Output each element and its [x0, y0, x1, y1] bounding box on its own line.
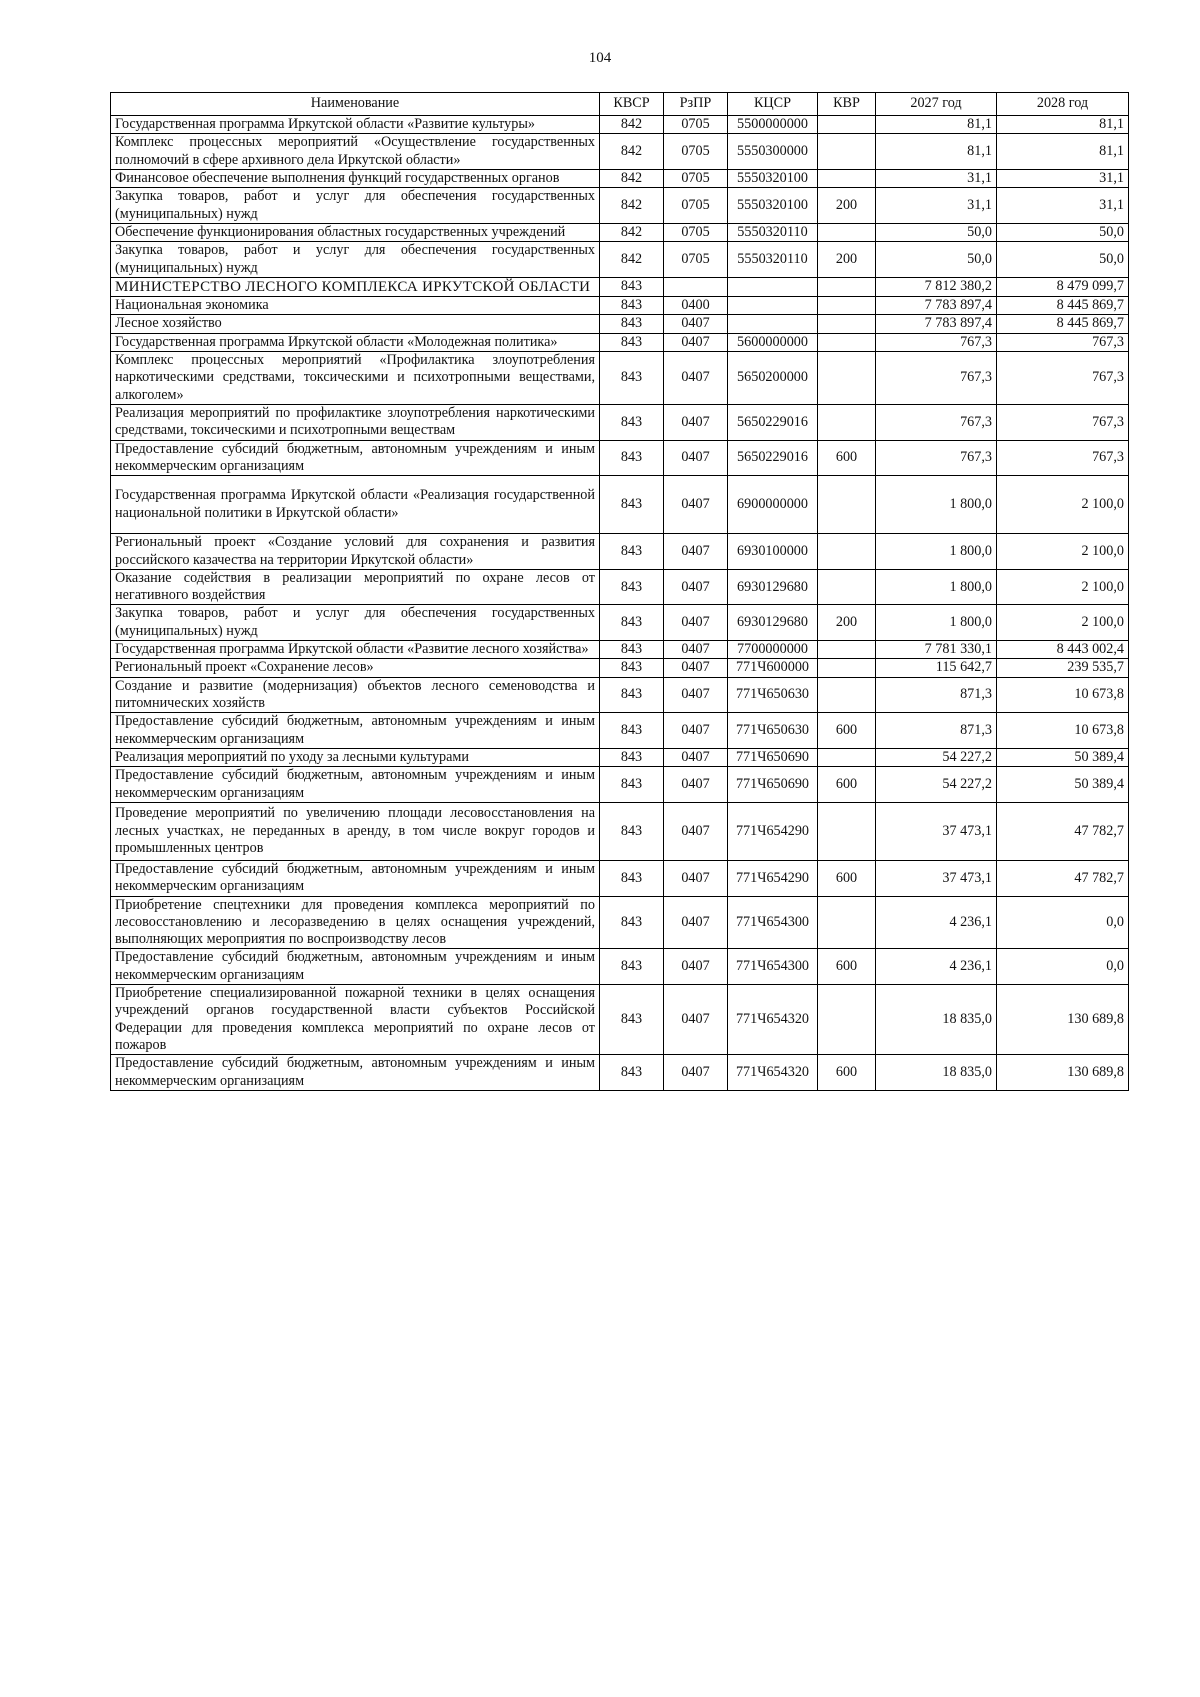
row-kvsr: 843 — [600, 949, 664, 985]
row-amount-2027: 4 236,1 — [876, 949, 997, 985]
row-kvr — [818, 134, 876, 170]
row-kcsr: 771Ч650690 — [728, 767, 818, 803]
row-kvsr: 843 — [600, 404, 664, 440]
table-row — [111, 223, 1129, 241]
row-kvr — [818, 333, 876, 351]
row-amount-2028: 31,1 — [997, 169, 1129, 187]
row-name: Национальная экономика — [111, 297, 600, 315]
row-rzpr: 0705 — [664, 134, 728, 170]
row-rzpr: 0407 — [664, 404, 728, 440]
row-kvr: 600 — [818, 440, 876, 476]
header-kvsr: КВСР — [600, 93, 664, 116]
row-kvr — [818, 802, 876, 860]
table-row — [111, 985, 1129, 1055]
row-name: МИНИСТЕРСТВО ЛЕСНОГО КОМПЛЕКСА ИРКУТСКОЙ ОБЛАСТИ — [111, 277, 600, 296]
table-row — [111, 242, 1129, 278]
row-kvr — [818, 534, 876, 570]
row-amount-2028: 767,3 — [997, 333, 1129, 351]
row-amount-2027: 31,1 — [876, 169, 997, 187]
row-kvr — [818, 116, 876, 134]
row-rzpr: 0407 — [664, 440, 728, 476]
row-rzpr: 0407 — [664, 352, 728, 405]
row-name: Государственная программа Иркутской области «Развитие лесного хозяйства» — [111, 641, 600, 659]
row-rzpr: 0407 — [664, 802, 728, 860]
row-kvsr: 843 — [600, 860, 664, 896]
row-name: Закупка товаров, работ и услуг для обеспечения государственных (муниципальных) нужд — [111, 188, 600, 224]
row-amount-2028: 0,0 — [997, 949, 1129, 985]
row-amount-2028: 8 443 002,4 — [997, 641, 1129, 659]
row-name: Комплекс процессных мероприятий «Осуществление государственных полномочий в сфере архивного дела Иркутской области» — [111, 134, 600, 170]
row-name: Государственная программа Иркутской области «Реализация государственной национальной политики в Иркутской области» — [111, 476, 600, 534]
row-kvr — [818, 641, 876, 659]
row-kcsr: 5650229016 — [728, 404, 818, 440]
row-amount-2027: 767,3 — [876, 404, 997, 440]
table-row — [111, 297, 1129, 315]
table-row — [111, 1055, 1129, 1091]
table-row — [111, 767, 1129, 803]
row-kvsr: 843 — [600, 767, 664, 803]
table-row — [111, 860, 1129, 896]
row-amount-2027: 767,3 — [876, 352, 997, 405]
row-kvr — [818, 748, 876, 766]
row-amount-2027: 1 800,0 — [876, 605, 997, 641]
row-amount-2027: 115 642,7 — [876, 659, 997, 677]
row-rzpr: 0407 — [664, 949, 728, 985]
header-name: Наименование — [111, 93, 600, 116]
row-kvsr: 843 — [600, 297, 664, 315]
row-kcsr: 771Ч654290 — [728, 802, 818, 860]
header-kcsr: КЦСР — [728, 93, 818, 116]
table-row — [111, 534, 1129, 570]
row-kvr — [818, 169, 876, 187]
row-kvr — [818, 569, 876, 605]
row-amount-2027: 18 835,0 — [876, 985, 997, 1055]
row-amount-2028: 47 782,7 — [997, 802, 1129, 860]
row-amount-2027: 50,0 — [876, 223, 997, 241]
row-amount-2027: 81,1 — [876, 116, 997, 134]
row-amount-2028: 2 100,0 — [997, 569, 1129, 605]
row-amount-2027: 81,1 — [876, 134, 997, 170]
table-row — [111, 569, 1129, 605]
row-rzpr: 0407 — [664, 569, 728, 605]
row-rzpr: 0407 — [664, 677, 728, 713]
table-row — [111, 802, 1129, 860]
row-kvr — [818, 277, 876, 296]
header-rzpr: РзПР — [664, 93, 728, 116]
row-rzpr: 0705 — [664, 169, 728, 187]
row-kvsr: 842 — [600, 169, 664, 187]
row-kvr — [818, 297, 876, 315]
table-row — [111, 896, 1129, 949]
row-amount-2028: 767,3 — [997, 440, 1129, 476]
row-rzpr: 0407 — [664, 767, 728, 803]
row-name: Региональный проект «Сохранение лесов» — [111, 659, 600, 677]
row-amount-2027: 4 236,1 — [876, 896, 997, 949]
row-amount-2028: 767,3 — [997, 352, 1129, 405]
row-amount-2028: 50 389,4 — [997, 767, 1129, 803]
row-name: Реализация мероприятий по уходу за лесными культурами — [111, 748, 600, 766]
row-amount-2028: 10 673,8 — [997, 713, 1129, 749]
row-kvr — [818, 659, 876, 677]
row-kvr: 200 — [818, 605, 876, 641]
row-kvsr: 843 — [600, 440, 664, 476]
row-amount-2027: 50,0 — [876, 242, 997, 278]
row-amount-2028: 2 100,0 — [997, 534, 1129, 570]
row-kcsr: 7700000000 — [728, 641, 818, 659]
row-kvr: 200 — [818, 188, 876, 224]
row-rzpr: 0407 — [664, 985, 728, 1055]
row-amount-2028: 8 479 099,7 — [997, 277, 1129, 296]
row-amount-2027: 1 800,0 — [876, 569, 997, 605]
row-kvr — [818, 315, 876, 333]
row-rzpr: 0407 — [664, 896, 728, 949]
row-amount-2027: 767,3 — [876, 333, 997, 351]
row-kcsr: 6930129680 — [728, 569, 818, 605]
row-kcsr: 771Ч654320 — [728, 1055, 818, 1091]
row-amount-2027: 18 835,0 — [876, 1055, 997, 1091]
row-amount-2027: 7 783 897,4 — [876, 315, 997, 333]
row-kcsr: 6930129680 — [728, 605, 818, 641]
row-kvsr: 843 — [600, 476, 664, 534]
row-kcsr: 771Ч654300 — [728, 949, 818, 985]
row-kvr: 600 — [818, 860, 876, 896]
row-kcsr: 6900000000 — [728, 476, 818, 534]
row-amount-2028: 130 689,8 — [997, 985, 1129, 1055]
row-kcsr: 5600000000 — [728, 333, 818, 351]
row-name: Финансовое обеспечение выполнения функций государственных органов — [111, 169, 600, 187]
row-name: Обеспечение функционирования областных государственных учреждений — [111, 223, 600, 241]
row-amount-2028: 50,0 — [997, 223, 1129, 241]
row-amount-2028: 2 100,0 — [997, 476, 1129, 534]
row-rzpr: 0705 — [664, 116, 728, 134]
row-amount-2027: 31,1 — [876, 188, 997, 224]
header-2028: 2028 год — [997, 93, 1129, 116]
table-row — [111, 677, 1129, 713]
row-kvsr: 842 — [600, 188, 664, 224]
row-rzpr: 0407 — [664, 860, 728, 896]
header-kvr: КВР — [818, 93, 876, 116]
row-kvr — [818, 404, 876, 440]
row-kcsr: 5550300000 — [728, 134, 818, 170]
row-amount-2028: 31,1 — [997, 188, 1129, 224]
row-name: Закупка товаров, работ и услуг для обеспечения государственных (муниципальных) нужд — [111, 242, 600, 278]
row-kcsr: 5550320110 — [728, 242, 818, 278]
row-kvsr: 843 — [600, 534, 664, 570]
table-row — [111, 476, 1129, 534]
row-name: Предоставление субсидий бюджетным, автономным учреждениям и иным некоммерческим организациям — [111, 860, 600, 896]
row-kcsr: 771Ч654290 — [728, 860, 818, 896]
row-name: Предоставление субсидий бюджетным, автономным учреждениям и иным некоммерческим организациям — [111, 767, 600, 803]
row-kvsr: 843 — [600, 713, 664, 749]
row-kvsr: 843 — [600, 677, 664, 713]
row-kvr — [818, 677, 876, 713]
row-kcsr: 5650200000 — [728, 352, 818, 405]
row-rzpr — [664, 277, 728, 296]
row-amount-2028: 2 100,0 — [997, 605, 1129, 641]
table-row — [111, 277, 1129, 296]
row-kvr: 600 — [818, 767, 876, 803]
row-amount-2028: 0,0 — [997, 896, 1129, 949]
row-amount-2027: 37 473,1 — [876, 802, 997, 860]
row-kvsr: 843 — [600, 985, 664, 1055]
row-amount-2027: 54 227,2 — [876, 748, 997, 766]
row-kcsr: 771Ч650630 — [728, 713, 818, 749]
table-row — [111, 659, 1129, 677]
row-name: Приобретение специализированной пожарной техники в целях оснащения учреждений органов государственной власти субъектов Российской Федерации для проведения комплекса мероприятий по охране лесов от пожаров — [111, 985, 600, 1055]
row-name: Создание и развитие (модернизация) объектов лесного семеноводства и питомнических хозяйств — [111, 677, 600, 713]
row-name: Государственная программа Иркутской области «Молодежная политика» — [111, 333, 600, 351]
row-kvsr: 843 — [600, 748, 664, 766]
row-rzpr: 0407 — [664, 659, 728, 677]
row-amount-2027: 1 800,0 — [876, 476, 997, 534]
row-kvsr: 842 — [600, 134, 664, 170]
table-row — [111, 404, 1129, 440]
row-kcsr: 771Ч650690 — [728, 748, 818, 766]
row-kvr: 600 — [818, 1055, 876, 1091]
row-name: Региональный проект «Создание условий для сохранения и развития российского казачества на территории Иркутской области» — [111, 534, 600, 570]
row-kvsr: 843 — [600, 315, 664, 333]
row-kvsr: 843 — [600, 277, 664, 296]
table-row — [111, 333, 1129, 351]
row-kvsr: 843 — [600, 641, 664, 659]
row-name: Предоставление субсидий бюджетным, автономным учреждениям и иным некоммерческим организациям — [111, 949, 600, 985]
row-rzpr: 0407 — [664, 605, 728, 641]
row-kvr — [818, 476, 876, 534]
row-kcsr: 5500000000 — [728, 116, 818, 134]
row-name: Оказание содействия в реализации мероприятий по охране лесов от негативного воздействия — [111, 569, 600, 605]
row-amount-2028: 81,1 — [997, 134, 1129, 170]
row-amount-2027: 871,3 — [876, 677, 997, 713]
row-amount-2027: 7 812 380,2 — [876, 277, 997, 296]
row-kvsr: 843 — [600, 352, 664, 405]
row-kvsr: 842 — [600, 116, 664, 134]
row-amount-2028: 767,3 — [997, 404, 1129, 440]
row-name: Предоставление субсидий бюджетным, автономным учреждениям и иным некоммерческим организациям — [111, 1055, 600, 1091]
row-kvsr: 842 — [600, 223, 664, 241]
row-kvr — [818, 985, 876, 1055]
row-kcsr: 5550320100 — [728, 188, 818, 224]
budget-table — [110, 92, 1129, 1091]
row-kvsr: 843 — [600, 802, 664, 860]
row-name: Предоставление субсидий бюджетным, автономным учреждениям и иным некоммерческим организациям — [111, 713, 600, 749]
row-name: Комплекс процессных мероприятий «Профилактика злоупотребления наркотическими средствами, токсическими и психотропными веществами, алкоголем» — [111, 352, 600, 405]
row-rzpr: 0400 — [664, 297, 728, 315]
row-amount-2027: 871,3 — [876, 713, 997, 749]
row-amount-2027: 7 783 897,4 — [876, 297, 997, 315]
row-name: Предоставление субсидий бюджетным, автономным учреждениям и иным некоммерческим организациям — [111, 440, 600, 476]
table-header-row — [111, 93, 1129, 116]
row-rzpr: 0705 — [664, 223, 728, 241]
row-kvr — [818, 223, 876, 241]
row-kcsr — [728, 277, 818, 296]
row-name: Реализация мероприятий по профилактике злоупотребления наркотическими средствами, токсическими и психотропными веществам — [111, 404, 600, 440]
row-amount-2028: 8 445 869,7 — [997, 315, 1129, 333]
row-kvsr: 843 — [600, 569, 664, 605]
row-name: Приобретение спецтехники для проведения комплекса мероприятий по лесовосстановлению и лесоразведению в целях оснащения учреждений, выполняющих мероприятия по воспроизводству лесов — [111, 896, 600, 949]
table-row — [111, 641, 1129, 659]
row-rzpr: 0407 — [664, 315, 728, 333]
row-amount-2028: 81,1 — [997, 116, 1129, 134]
row-kvr: 200 — [818, 242, 876, 278]
row-rzpr: 0705 — [664, 242, 728, 278]
row-kcsr: 771Ч654320 — [728, 985, 818, 1055]
table-row — [111, 949, 1129, 985]
row-amount-2027: 7 781 330,1 — [876, 641, 997, 659]
table-row — [111, 605, 1129, 641]
row-kvsr: 842 — [600, 242, 664, 278]
row-amount-2027: 37 473,1 — [876, 860, 997, 896]
row-amount-2028: 50 389,4 — [997, 748, 1129, 766]
row-kvr: 600 — [818, 713, 876, 749]
row-amount-2028: 8 445 869,7 — [997, 297, 1129, 315]
row-amount-2027: 767,3 — [876, 440, 997, 476]
row-amount-2027: 54 227,2 — [876, 767, 997, 803]
row-kcsr: 5550320100 — [728, 169, 818, 187]
row-rzpr: 0407 — [664, 333, 728, 351]
row-rzpr: 0407 — [664, 641, 728, 659]
row-kvsr: 843 — [600, 605, 664, 641]
row-kvr — [818, 896, 876, 949]
row-kvr: 600 — [818, 949, 876, 985]
row-rzpr: 0407 — [664, 534, 728, 570]
table-row — [111, 116, 1129, 134]
table-row — [111, 713, 1129, 749]
row-amount-2028: 50,0 — [997, 242, 1129, 278]
row-name: Проведение мероприятий по увеличению площади лесовосстановления на лесных участках, не переданных в аренду, в том числе вокруг городов и промышленных центров — [111, 802, 600, 860]
row-amount-2028: 47 782,7 — [997, 860, 1129, 896]
table-row — [111, 352, 1129, 405]
row-kcsr: 771Ч650630 — [728, 677, 818, 713]
table-row — [111, 134, 1129, 170]
row-kvr — [818, 352, 876, 405]
row-rzpr: 0407 — [664, 476, 728, 534]
row-kcsr: 771Ч600000 — [728, 659, 818, 677]
row-kcsr — [728, 297, 818, 315]
row-rzpr: 0407 — [664, 748, 728, 766]
row-rzpr: 0705 — [664, 188, 728, 224]
row-amount-2027: 1 800,0 — [876, 534, 997, 570]
row-kcsr: 5550320110 — [728, 223, 818, 241]
row-name: Государственная программа Иркутской области «Развитие культуры» — [111, 116, 600, 134]
table-row — [111, 315, 1129, 333]
row-rzpr: 0407 — [664, 713, 728, 749]
row-amount-2028: 130 689,8 — [997, 1055, 1129, 1091]
row-kvsr: 843 — [600, 1055, 664, 1091]
row-kvsr: 843 — [600, 333, 664, 351]
table-row — [111, 188, 1129, 224]
row-amount-2028: 10 673,8 — [997, 677, 1129, 713]
table-row — [111, 440, 1129, 476]
row-amount-2028: 239 535,7 — [997, 659, 1129, 677]
row-name: Лесное хозяйство — [111, 315, 600, 333]
table-row — [111, 748, 1129, 766]
row-kcsr: 6930100000 — [728, 534, 818, 570]
row-kvsr: 843 — [600, 896, 664, 949]
page-number: 104 — [588, 50, 612, 66]
row-kcsr — [728, 315, 818, 333]
row-rzpr: 0407 — [664, 1055, 728, 1091]
table-row — [111, 169, 1129, 187]
row-kcsr: 5650229016 — [728, 440, 818, 476]
row-kcsr: 771Ч654300 — [728, 896, 818, 949]
row-kvsr: 843 — [600, 659, 664, 677]
header-2027: 2027 год — [876, 93, 997, 116]
row-name: Закупка товаров, работ и услуг для обеспечения государственных (муниципальных) нужд — [111, 605, 600, 641]
